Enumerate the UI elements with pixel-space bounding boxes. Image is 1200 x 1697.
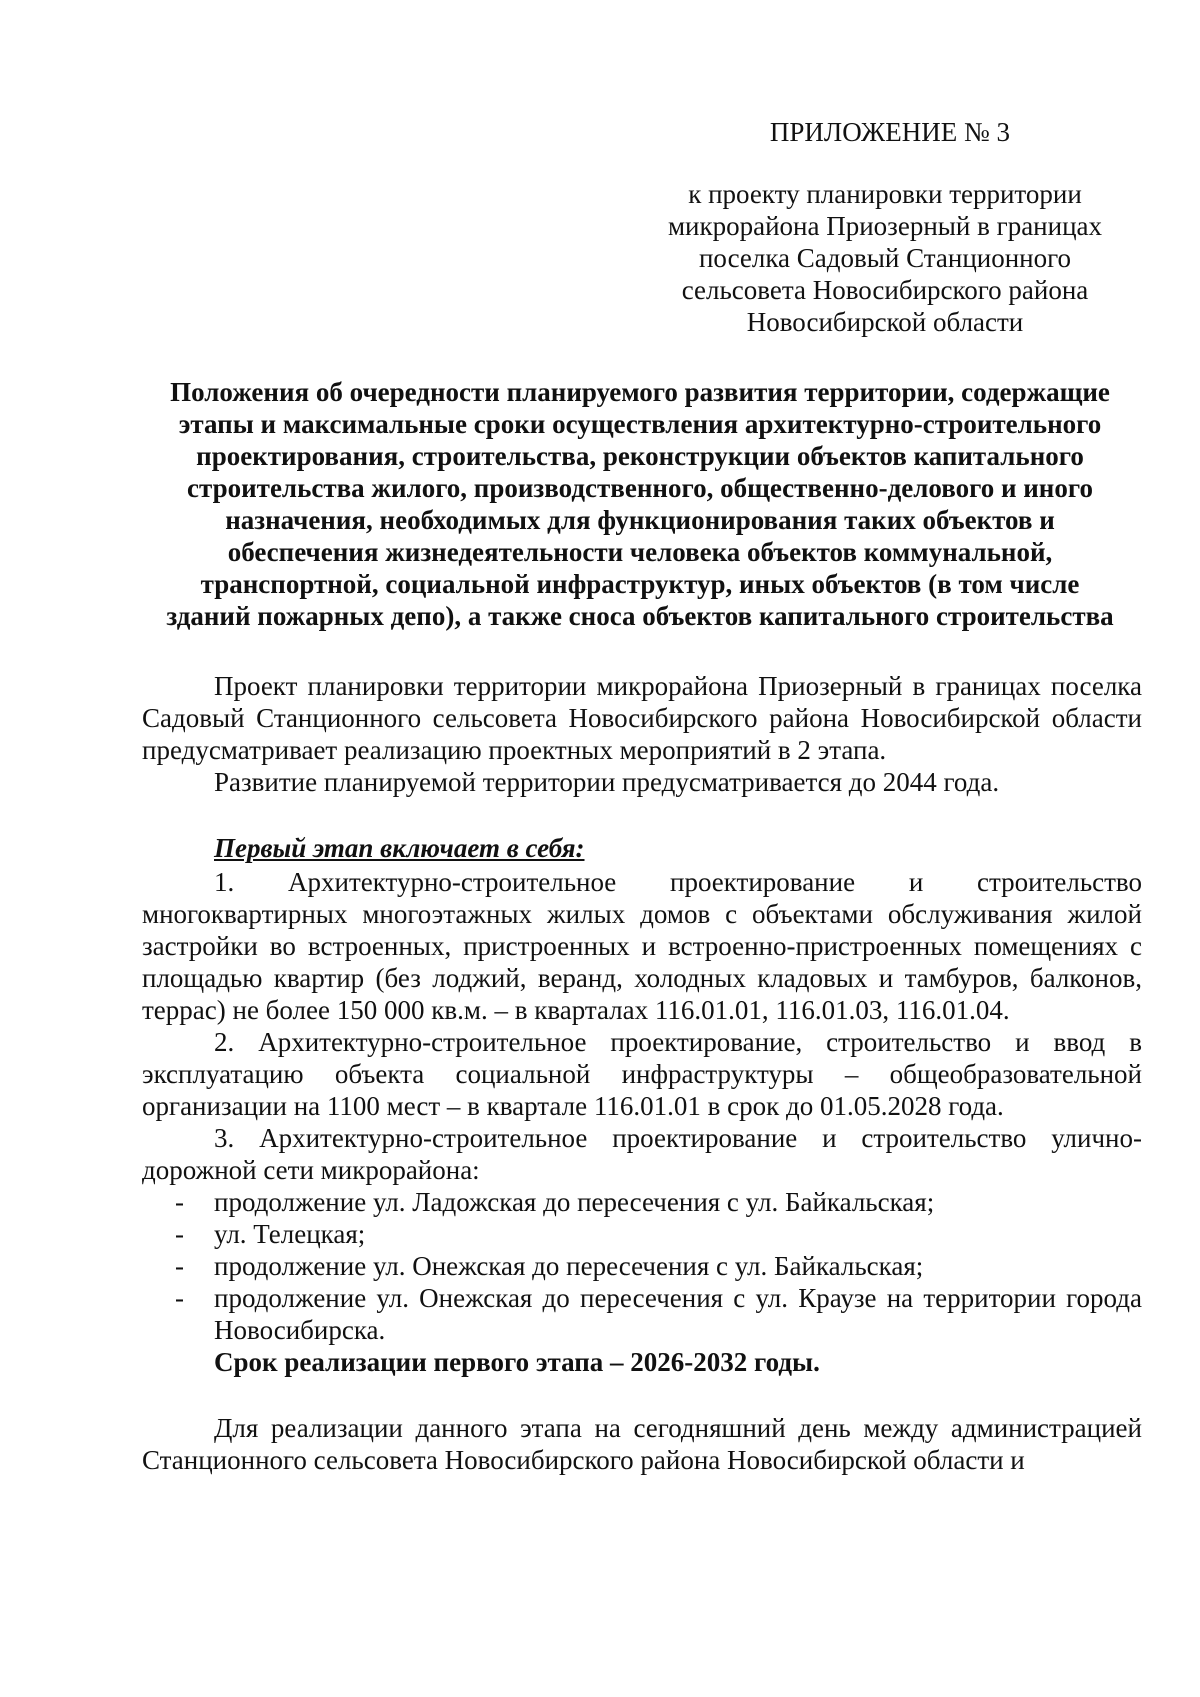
- appendix-line: к проекту планировки территории: [688, 179, 1082, 209]
- heading-line: транспортной, социальной инфраструктур, иных объектов (в том числе: [200, 569, 1080, 599]
- stage1-item-3: 3. Архитектурно-строительное проектирование и строительство улично-дорожной сети микрорайона:: [142, 1123, 1142, 1185]
- intro-paragraph: Проект планировки территории микрорайона Приозерный в границах поселка Садовый Станционного сельсовета Новосибирского района Новосибирской области предусматривает реализацию проектных мероприятий в 2 этапа.: [142, 671, 1142, 765]
- heading-line: назначения, необходимых для функционирования таких объектов и: [225, 505, 1055, 535]
- heading-line: строительства жилого, производственного, общественно-делового и иного: [187, 473, 1093, 503]
- heading-line: зданий пожарных депо), а также сноса объектов капитального строительства: [166, 601, 1114, 631]
- appendix-line: Новосибирской области: [746, 307, 1024, 337]
- stage1-term: Срок реализации первого этапа – 2026-2032 годы.: [214, 1347, 820, 1377]
- appendix-line: микрорайона Приозерный в границах: [667, 211, 1103, 241]
- stage1-heading: Первый этап включает в себя:: [214, 833, 585, 863]
- appendix-title: ПРИЛОЖЕНИЕ № 3: [769, 117, 1010, 147]
- appendix-line: поселка Садовый Станционного: [698, 243, 1072, 273]
- list-item: - продолжение ул. Ладожская до пересечения с ул. Байкальская;: [214, 1186, 1142, 1218]
- appendix-line: сельсовета Новосибирского района: [681, 275, 1089, 305]
- list-item: - ул. Телецкая;: [214, 1218, 1142, 1250]
- heading-line: этапы и максимальные сроки осуществления архитектурно-строительного: [178, 409, 1102, 439]
- road-list: [142, 1186, 1142, 1346]
- list-item: - продолжение ул. Онежская до пересечения с ул. Краузе на территории города Новосибирска.: [214, 1282, 1142, 1346]
- stage1-item-1: 1. Архитектурно-строительное проектирование и строительство многоквартирных многоэтажных жилых домов с объектами обслуживания жилой застройки во встроенных, пристроенных и встроенно-пристроенных помещениях с площадью квартир (без лоджий, веранд, холодных кладовых и тамбуров, балконов, террас) не более 150 000 кв.м. – в кварталах 116.01.01, 116.01.03, 116.01.04.: [142, 867, 1142, 1025]
- stage1-item-2: 2. Архитектурно-строительное проектирование, строительство и ввод в эксплуатацию объекта социальной инфраструктуры – общеобразовательной организации на 1100 мест – в квартале 116.01.01 в срок до 01.05.2028 года.: [142, 1027, 1142, 1121]
- document-heading: [140, 376, 1140, 632]
- appendix-block: [640, 116, 1130, 338]
- list-item: - продолжение ул. Онежская до пересечения с ул. Байкальская;: [214, 1250, 1142, 1282]
- spacer: [142, 1378, 1142, 1412]
- development-paragraph: Развитие планируемой территории предусматривается до 2044 года.: [214, 767, 1000, 797]
- heading-line: обеспечения жизнедеятельности человека объектов коммунальной,: [227, 537, 1053, 567]
- heading-line: Положения об очередности планируемого развития территории, содержащие: [170, 377, 1110, 407]
- heading-line: проектирования, строительства, реконструкции объектов капитального: [196, 441, 1084, 471]
- document-body: [142, 670, 1142, 1476]
- spacer: [142, 798, 1142, 832]
- closing-paragraph: Для реализации данного этапа на сегодняшний день между администрацией Станционного сельсовета Новосибирского района Новосибирской области и: [142, 1413, 1142, 1475]
